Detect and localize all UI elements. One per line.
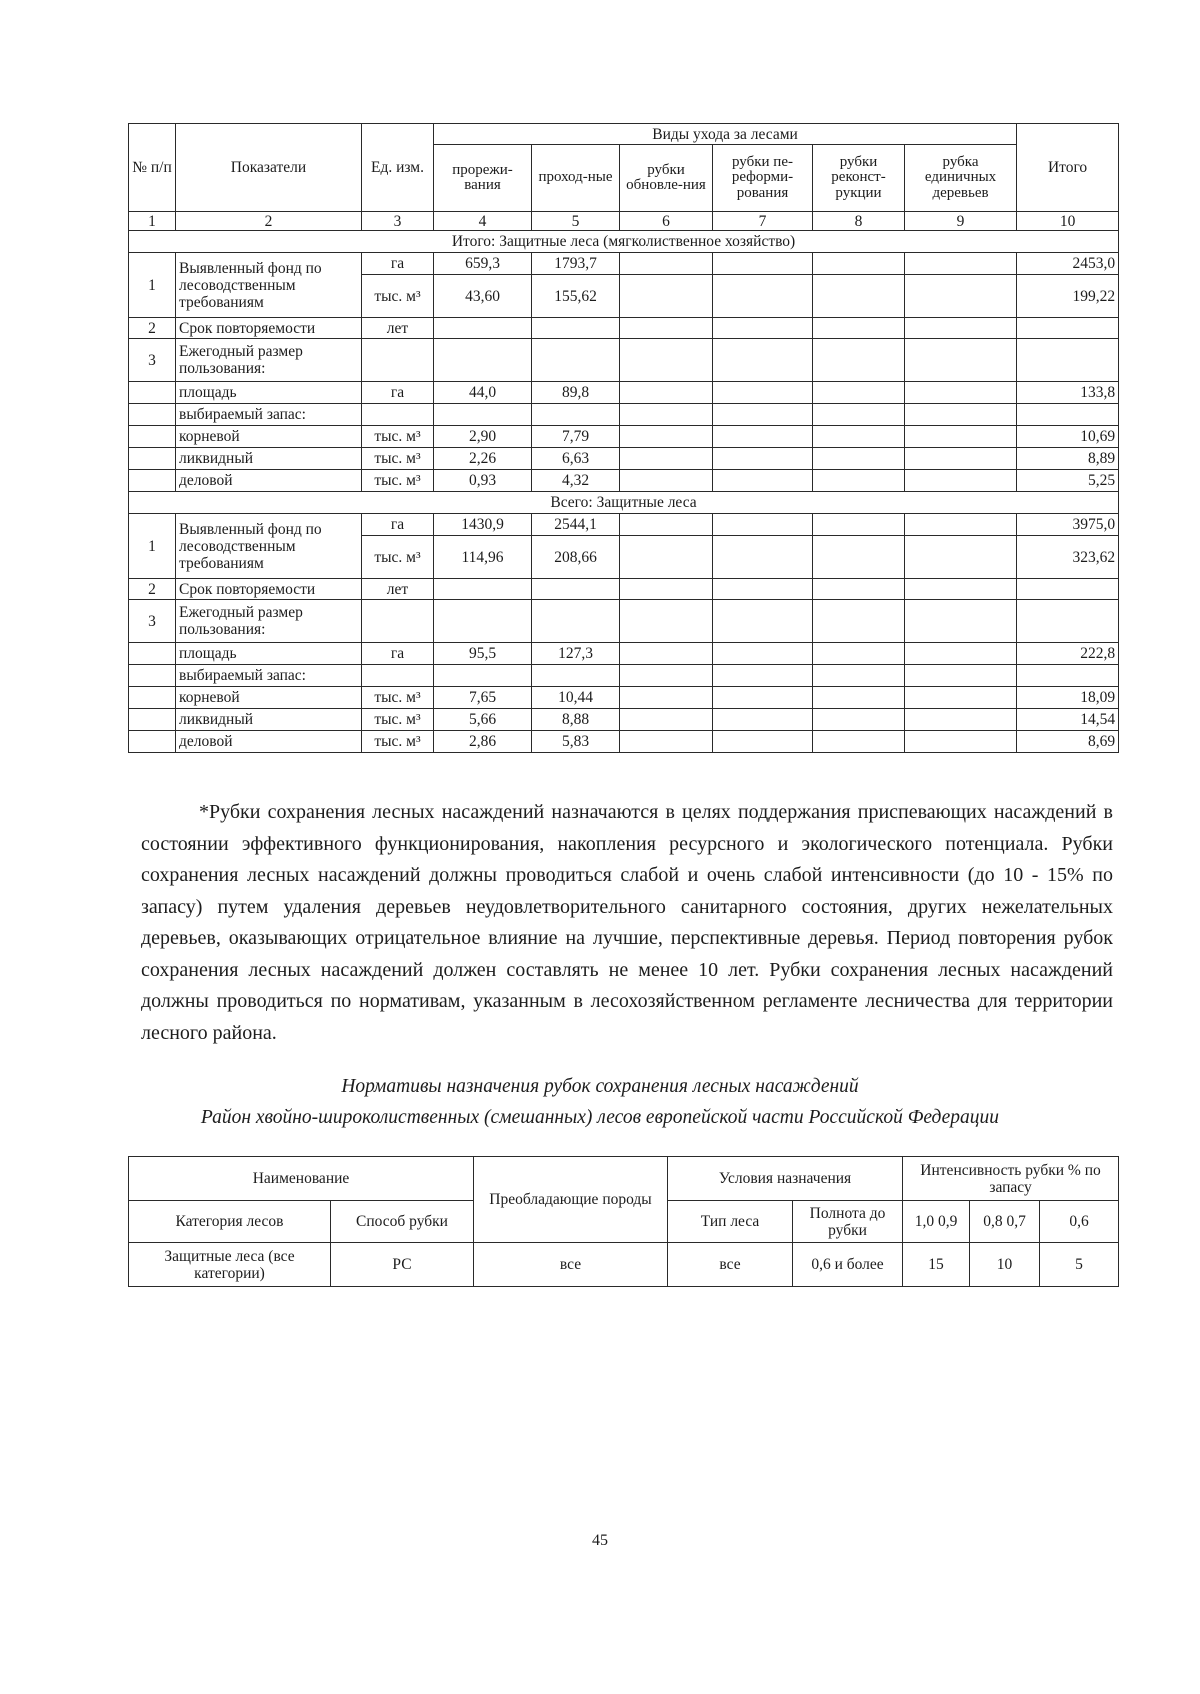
header-thinning: прорежи-вания bbox=[434, 145, 532, 212]
value-cell: 1793,7 bbox=[532, 253, 620, 275]
total-cell: 18,09 bbox=[1017, 687, 1119, 709]
total-cell: 2453,0 bbox=[1017, 253, 1119, 275]
unit-cell: га bbox=[362, 253, 434, 275]
header-name: Наименование bbox=[129, 1157, 474, 1201]
col-number: 2 bbox=[176, 212, 362, 231]
paragraph-text: *Рубки сохранения лесных насаждений назначаются в целях поддержания приспевающих насаждений в состоянии эффективного функционирования, накопления ресурсного и экологического потенциала. Рубки сохранения лесных насаждений должны проводиться слабой и очень слабой интенсивности (до 10 - 15% по запасу) путем удаления деревьев неудовлетворительного санитарного состояния, других нежелательных деревьев, оказывающих отрицательное влияние на лучшие, перспективные деревья. Период повторения рубок сохранения лесных насаждений должен составлять не менее 10 лет. Рубки сохранения лесных насаждений должны проводиться по нормативам, указанным в лесохозяйственном регламенте лесничества для территории лесного района. bbox=[141, 801, 1113, 1044]
value-cell: 4,32 bbox=[532, 470, 620, 492]
unit-cell: лет bbox=[362, 579, 434, 600]
main-data-table bbox=[128, 123, 1119, 753]
row-num: 3 bbox=[129, 600, 176, 643]
row-label: выбираемый запас: bbox=[176, 665, 362, 687]
unit-cell: тыс. м³ bbox=[362, 448, 434, 470]
header-passage: проход-ные bbox=[532, 145, 620, 212]
cell-category: Защитные леса (все категории) bbox=[129, 1243, 331, 1287]
norms-caption: Нормативы назначения рубок сохранения лесных насаждений bbox=[341, 1076, 859, 1097]
unit-cell: тыс. м³ bbox=[362, 426, 434, 448]
total-cell: 199,22 bbox=[1017, 275, 1119, 318]
total-cell: 8,89 bbox=[1017, 448, 1119, 470]
total-cell: 133,8 bbox=[1017, 382, 1119, 404]
unit-cell: га bbox=[362, 514, 434, 536]
cell-intensity: 15 bbox=[903, 1243, 970, 1287]
unit-cell: лет bbox=[362, 318, 434, 339]
row-num: 1 bbox=[129, 514, 176, 579]
total-cell: 3975,0 bbox=[1017, 514, 1119, 536]
value-cell: 1430,9 bbox=[434, 514, 532, 536]
value-cell: 7,79 bbox=[532, 426, 620, 448]
value-cell: 10,44 bbox=[532, 687, 620, 709]
unit-cell: тыс. м³ bbox=[362, 731, 434, 753]
row-label: Ежегодный размер пользования: bbox=[176, 600, 362, 643]
value-cell: 2,90 bbox=[434, 426, 532, 448]
total-cell: 323,62 bbox=[1017, 536, 1119, 579]
row-label: Ежегодный размер пользования: bbox=[176, 339, 362, 382]
col-number: 8 bbox=[813, 212, 905, 231]
value-cell: 2,86 bbox=[434, 731, 532, 753]
region-caption: Район хвойно-широколиственных (смешанных) лесов европейской части Российской Федерации bbox=[200, 1107, 1000, 1128]
col-number: 1 bbox=[129, 212, 176, 231]
value-cell: 155,62 bbox=[532, 275, 620, 318]
column-number-row bbox=[129, 212, 1119, 231]
value-cell: 95,5 bbox=[434, 643, 532, 665]
cell-density: 0,6 и более bbox=[793, 1243, 903, 1287]
unit-cell: тыс. м³ bbox=[362, 470, 434, 492]
norms-row bbox=[129, 1243, 1119, 1287]
row-label: деловой bbox=[176, 470, 362, 492]
cell-intensity: 10 bbox=[970, 1243, 1040, 1287]
value-cell: 89,8 bbox=[532, 382, 620, 404]
col-number: 3 bbox=[362, 212, 434, 231]
body-paragraph bbox=[141, 797, 1113, 1049]
value-cell: 2544,1 bbox=[532, 514, 620, 536]
col-number: 10 bbox=[1017, 212, 1119, 231]
row-label: деловой bbox=[176, 731, 362, 753]
unit-cell: тыс. м³ bbox=[362, 536, 434, 579]
row-label: площадь bbox=[176, 382, 362, 404]
header-num: № п/п bbox=[129, 124, 176, 212]
total-cell: 10,69 bbox=[1017, 426, 1119, 448]
cell-forest-type: все bbox=[668, 1243, 793, 1287]
page-number: 45 bbox=[592, 1532, 608, 1549]
header-indicators: Показатели bbox=[176, 124, 362, 212]
cell-method: РС bbox=[331, 1243, 474, 1287]
header-single-trees: рубка единичных деревьев bbox=[905, 145, 1017, 212]
col-number: 9 bbox=[905, 212, 1017, 231]
total-cell: 222,8 bbox=[1017, 643, 1119, 665]
col-number: 6 bbox=[620, 212, 713, 231]
header-intensity: Интенсивность рубки % по запасу bbox=[903, 1157, 1119, 1201]
header-reconstruction: рубки реконст-рукции bbox=[813, 145, 905, 212]
header-renewal: рубки обновле-ния bbox=[620, 145, 713, 212]
header-category: Категория лесов bbox=[129, 1201, 331, 1243]
header-total: Итого bbox=[1017, 124, 1119, 212]
value-cell: 44,0 bbox=[434, 382, 532, 404]
value-cell: 8,88 bbox=[532, 709, 620, 731]
unit-cell: га bbox=[362, 643, 434, 665]
header-density-range: 1,0 0,9 bbox=[903, 1201, 970, 1243]
unit-cell: тыс. м³ bbox=[362, 709, 434, 731]
value-cell: 2,26 bbox=[434, 448, 532, 470]
header-conditions: Условия назначения bbox=[668, 1157, 903, 1201]
cell-species: все bbox=[474, 1243, 668, 1287]
header-density: Полнота до рубки bbox=[793, 1201, 903, 1243]
row-label: Срок повторяемости bbox=[176, 318, 362, 339]
row-label: ликвидный bbox=[176, 448, 362, 470]
total-cell: 5,25 bbox=[1017, 470, 1119, 492]
value-cell: 659,3 bbox=[434, 253, 532, 275]
value-cell: 43,60 bbox=[434, 275, 532, 318]
value-cell: 0,93 bbox=[434, 470, 532, 492]
header-density-range: 0,8 0,7 bbox=[970, 1201, 1040, 1243]
header-forest-type: Тип леса bbox=[668, 1201, 793, 1243]
row-label: Выявленный фонд по лесоводственным требованиям bbox=[176, 253, 362, 318]
header-care-types: Виды ухода за лесами bbox=[434, 124, 1017, 145]
unit-cell: тыс. м³ bbox=[362, 687, 434, 709]
row-label: корневой bbox=[176, 426, 362, 448]
value-cell: 5,66 bbox=[434, 709, 532, 731]
row-num: 2 bbox=[129, 318, 176, 339]
row-label: Выявленный фонд по лесоводственным требованиям bbox=[176, 514, 362, 579]
cell-intensity: 5 bbox=[1040, 1243, 1119, 1287]
unit-cell: тыс. м³ bbox=[362, 275, 434, 318]
col-number: 4 bbox=[434, 212, 532, 231]
value-cell: 7,65 bbox=[434, 687, 532, 709]
header-method: Способ рубки bbox=[331, 1201, 474, 1243]
header-reformation: рубки пе-реформи-рования bbox=[713, 145, 813, 212]
row-label: площадь bbox=[176, 643, 362, 665]
value-cell: 127,3 bbox=[532, 643, 620, 665]
row-num: 1 bbox=[129, 253, 176, 318]
row-label: выбираемый запас: bbox=[176, 404, 362, 426]
col-number: 7 bbox=[713, 212, 813, 231]
unit-cell: га bbox=[362, 382, 434, 404]
value-cell: 114,96 bbox=[434, 536, 532, 579]
value-cell: 5,83 bbox=[532, 731, 620, 753]
row-label: ликвидный bbox=[176, 709, 362, 731]
value-cell: 208,66 bbox=[532, 536, 620, 579]
total-cell: 8,69 bbox=[1017, 731, 1119, 753]
section-title: Всего: Защитные леса bbox=[129, 492, 1119, 514]
row-label: Срок повторяемости bbox=[176, 579, 362, 600]
row-num: 2 bbox=[129, 579, 176, 600]
row-num: 3 bbox=[129, 339, 176, 382]
header-species: Преобладающие породы bbox=[474, 1157, 668, 1243]
header-density-range: 0,6 bbox=[1040, 1201, 1119, 1243]
col-number: 5 bbox=[532, 212, 620, 231]
header-unit: Ед. изм. bbox=[362, 124, 434, 212]
row-label: корневой bbox=[176, 687, 362, 709]
norms-table bbox=[128, 1156, 1119, 1287]
total-cell: 14,54 bbox=[1017, 709, 1119, 731]
section-title: Итого: Защитные леса (мягколиственное хозяйство) bbox=[129, 231, 1119, 253]
value-cell: 6,63 bbox=[532, 448, 620, 470]
